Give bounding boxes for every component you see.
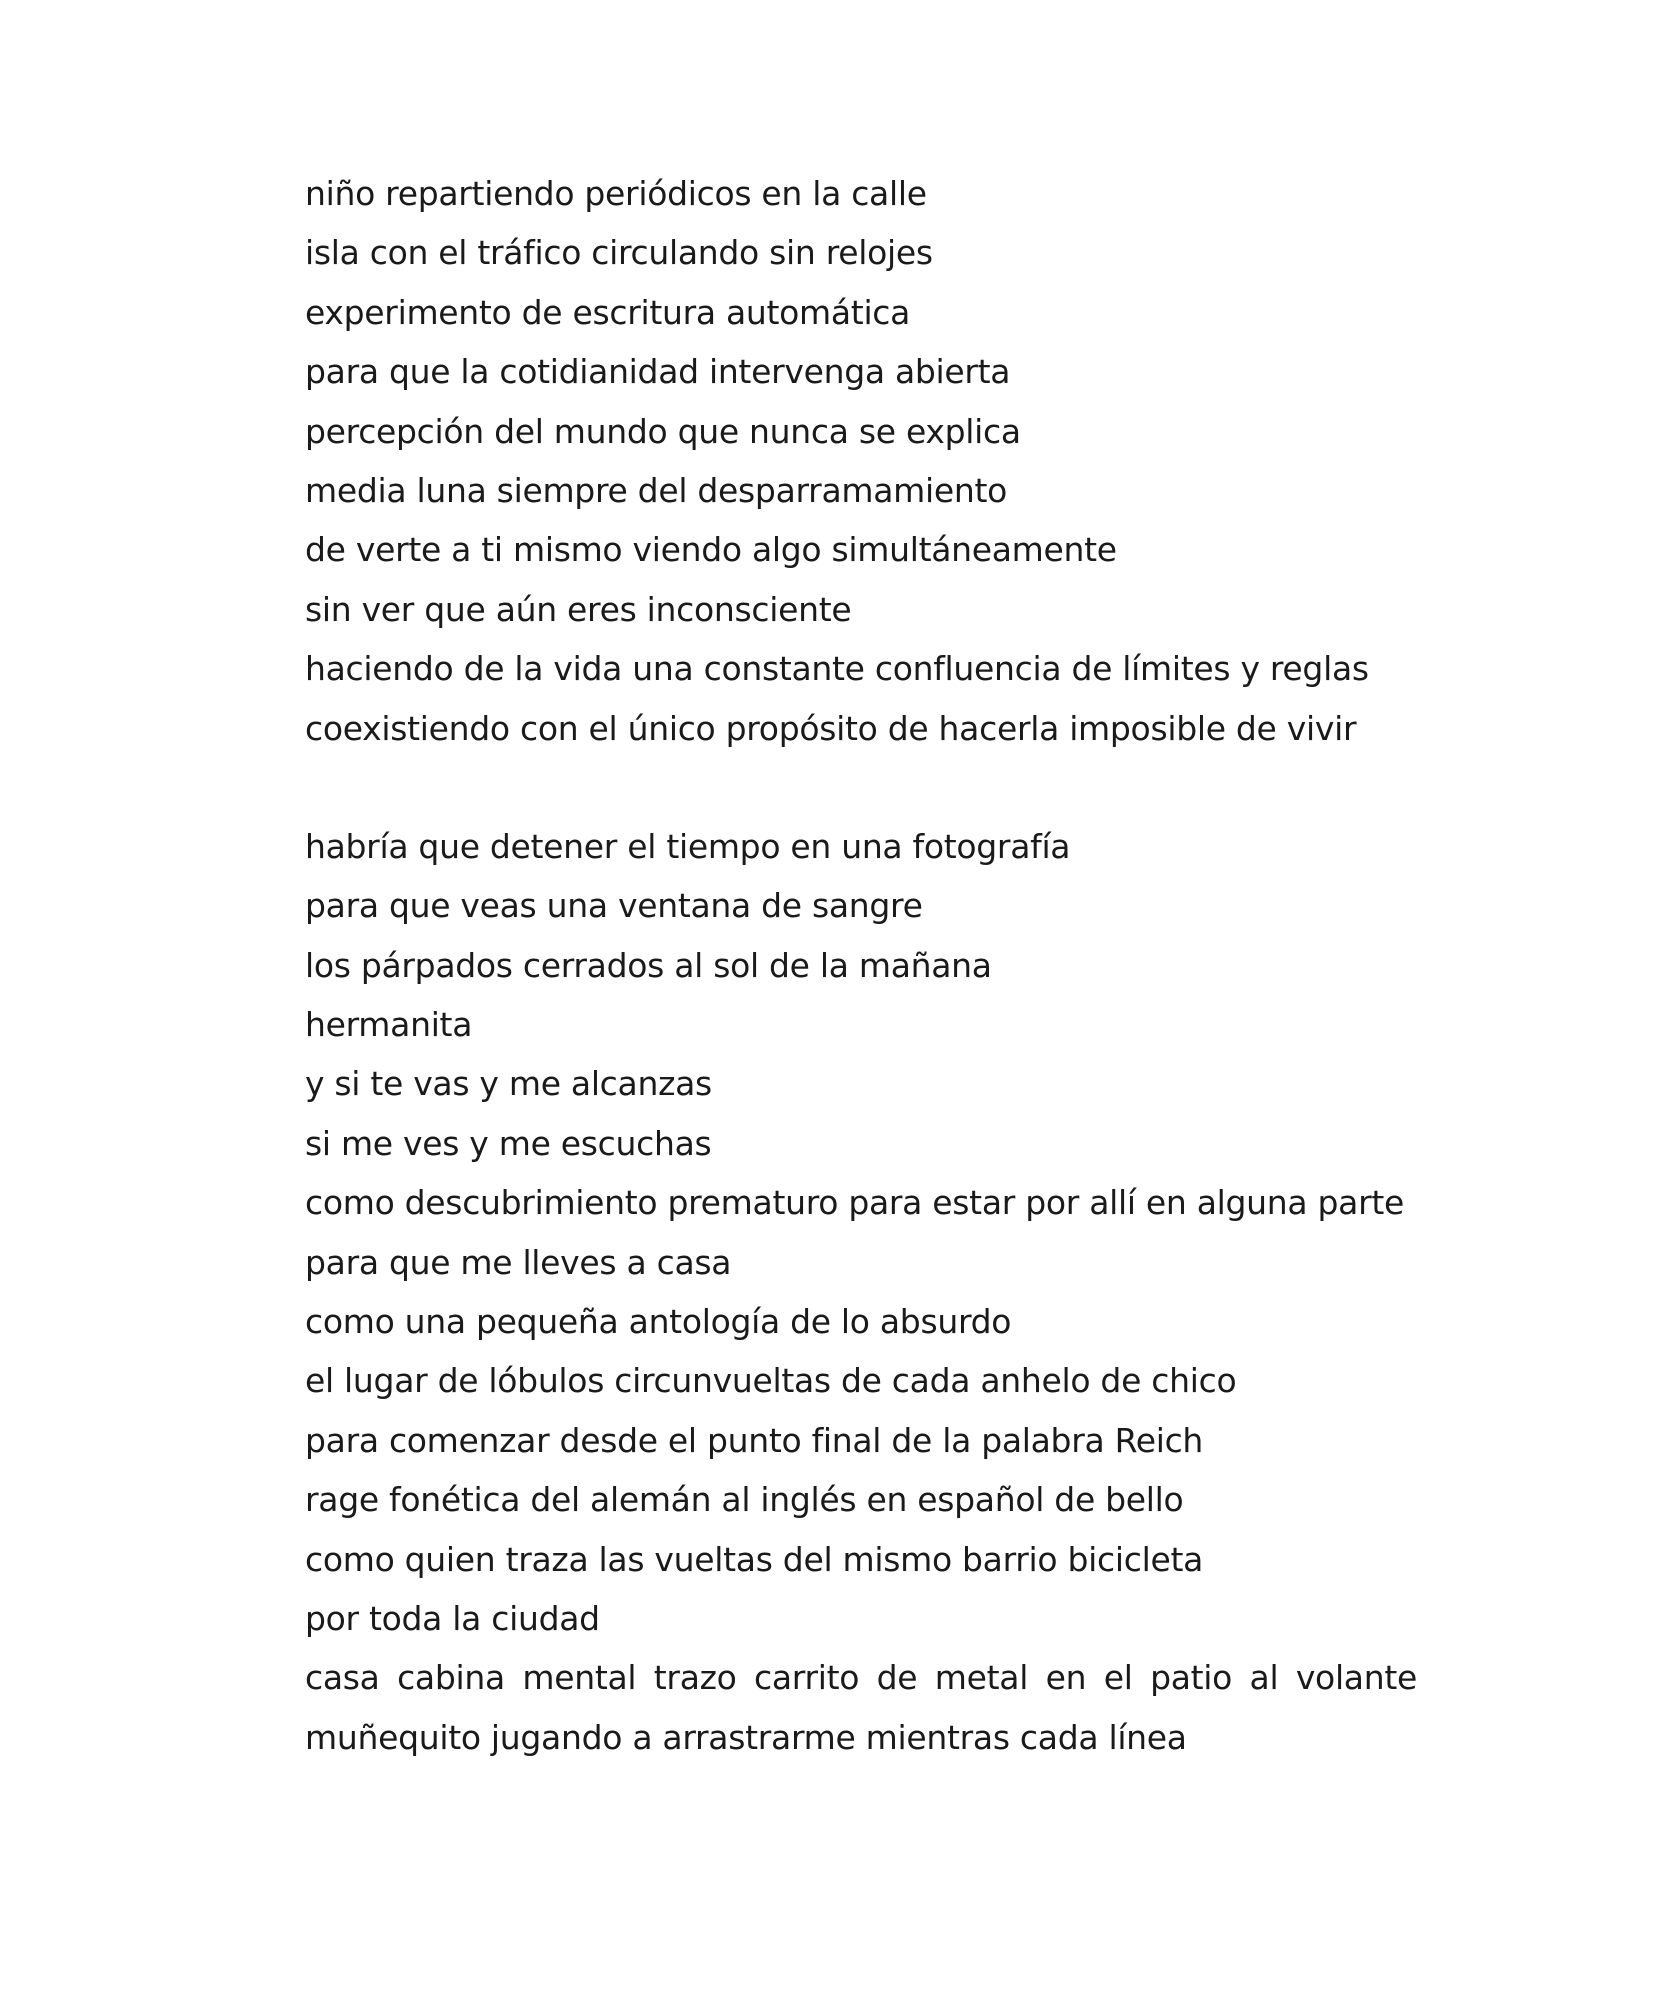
poem-line: hermanita (305, 1005, 473, 1045)
poem-line: para que la cotidianidad intervenga abierta (305, 352, 1011, 392)
poem-line: como una pequeña antología de lo absurdo (305, 1302, 1012, 1342)
poem-line: el lugar de lóbulos circunvueltas de cada anhelo de chico (305, 1361, 1237, 1401)
poem-line: niño repartiendo periódicos en la calle (305, 174, 927, 213)
poem-line: de verte a ti mismo viendo algo simultáneamente (305, 530, 1117, 570)
poem-line: casa cabina mental trazo carrito de metal en el patio al volante (305, 1658, 1417, 1698)
poem-line: para que me lleves a casa (305, 1242, 732, 1282)
poem-line: coexistiendo con el único propósito de hacerla imposible de vivir (305, 708, 1357, 748)
poem-line: rage fonética del alemán al inglés en español de bello (305, 1480, 1184, 1520)
poem-line: para comenzar desde el punto final de la palabra Reich (305, 1420, 1204, 1460)
poem-line: isla con el tráfico circulando sin relojes (305, 233, 933, 273)
poem-line: como descubrimiento prematuro para estar por allí en alguna parte (305, 1183, 1404, 1223)
poem-line: por toda la ciudad (305, 1598, 600, 1638)
poem-line: experimento de escritura automática (305, 292, 911, 332)
poem-line: sin ver que aún eres inconsciente (305, 589, 852, 629)
poem-line: haciendo de la vida una constante confluencia de límites y reglas (305, 649, 1369, 689)
poem-line: habría que detener el tiempo en una fotografía (305, 826, 1071, 866)
poem-line: los párpados cerrados al sol de la mañana (305, 945, 992, 985)
poem-line: muñequito jugando a arrastrarme mientras cada línea (305, 1717, 1187, 1757)
poem-body (305, 164, 1417, 1767)
poem-line: y si te vas y me alcanzas (305, 1064, 712, 1104)
poem-line: como quien traza las vueltas del mismo barrio bicicleta (305, 1539, 1204, 1579)
poem-line: si me ves y me escuchas (305, 1123, 712, 1163)
poem-line: para que veas una ventana de sangre (305, 886, 923, 926)
poem-line: percepción del mundo que nunca se explica (305, 411, 1021, 451)
stanza-1 (305, 164, 1417, 758)
stanza-2 (305, 817, 1417, 1767)
poem-line: media luna siempre del desparramamiento (305, 470, 1008, 510)
